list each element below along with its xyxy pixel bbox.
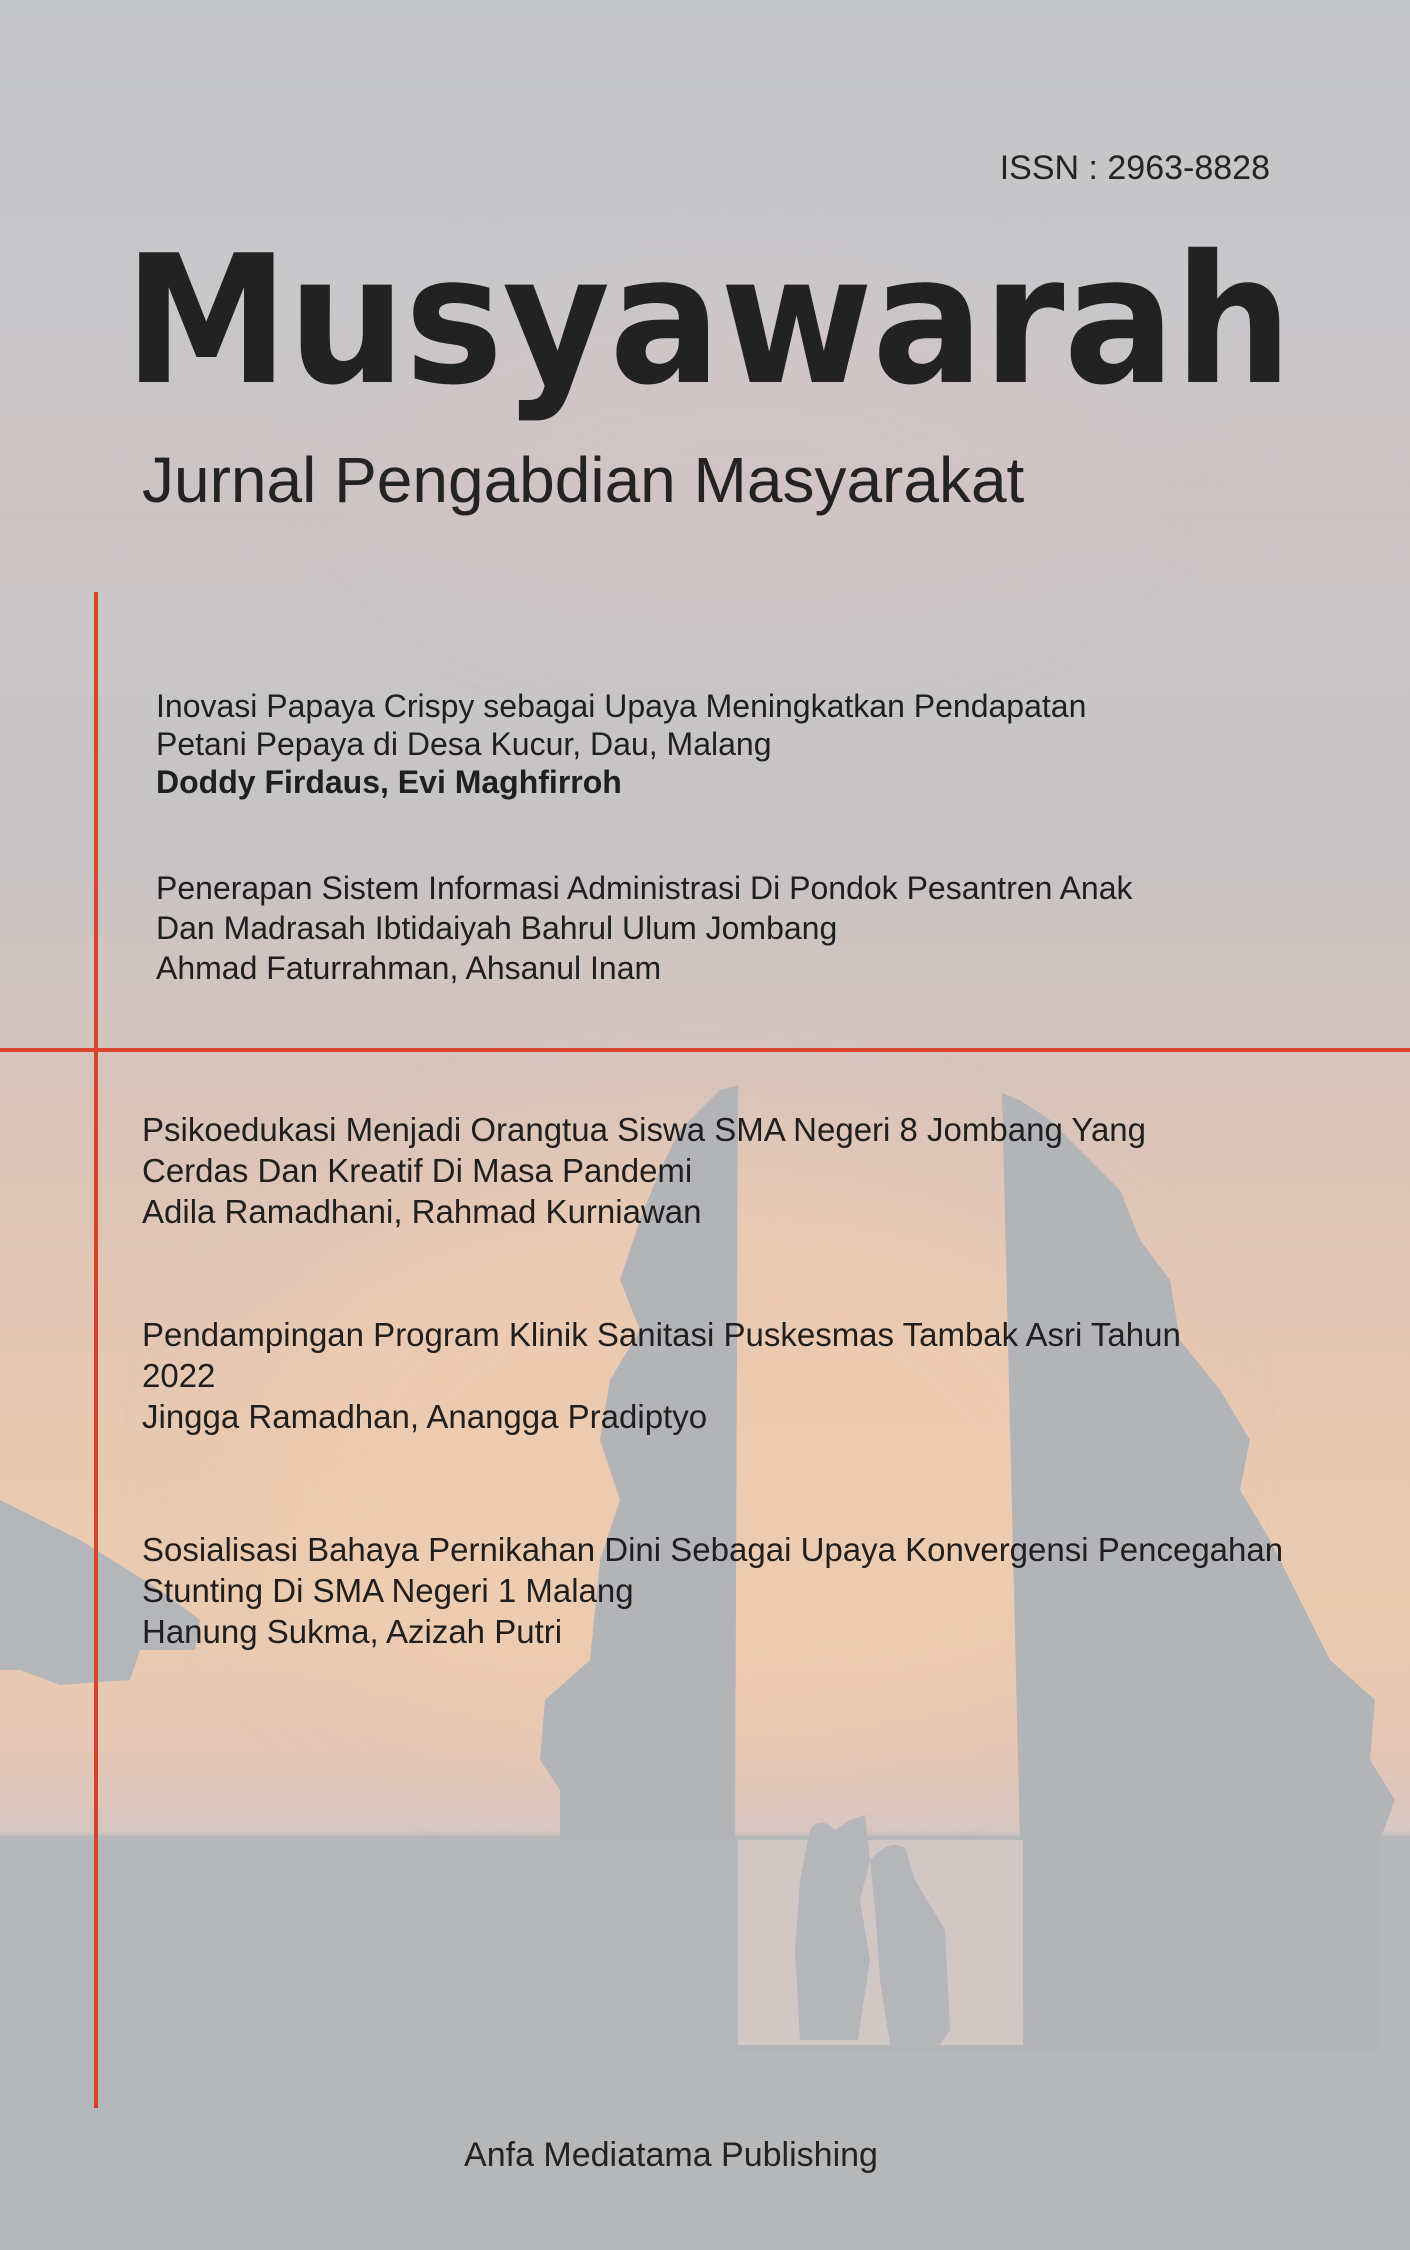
article-authors: Jingga Ramadhan, Anangga Pradiptyo <box>142 1398 708 1435</box>
article-authors: Adila Ramadhani, Rahmad Kurniawan <box>142 1193 702 1230</box>
article-entry <box>142 1314 1181 1437</box>
article-authors: Doddy Firdaus, Evi Maghfirroh <box>156 764 622 800</box>
article-title-line: 2022 <box>142 1357 216 1394</box>
article-title-line: Sosialisasi Bahaya Pernikahan Dini Sebagai Upaya Konvergensi Pencegahan <box>142 1531 1284 1568</box>
journal-subtitle: Jurnal Pengabdian Masyarakat <box>142 444 1025 516</box>
article-title-line: Pendampingan Program Klinik Sanitasi Puskesmas Tambak Asri Tahun <box>142 1316 1181 1353</box>
journal-title: Musyawarah <box>124 217 1292 424</box>
red-vertical-rule <box>94 592 98 2108</box>
article-entry <box>156 687 1086 801</box>
issn-label: ISSN : 2963-8828 <box>999 149 1270 187</box>
article-title-line: Stunting Di SMA Negeri 1 Malang <box>142 1572 634 1609</box>
red-horizontal-rule <box>0 1048 1410 1052</box>
article-authors: Hanung Sukma, Azizah Putri <box>142 1613 563 1650</box>
article-authors: Ahmad Faturrahman, Ahsanul Inam <box>156 950 662 986</box>
figure-silhouette <box>795 1815 870 2040</box>
article-title-line: Dan Madrasah Ibtidaiyah Bahrul Ulum Jombang <box>156 910 838 946</box>
publisher-name: Anfa Mediatama Publishing <box>464 2136 878 2174</box>
article-title-line: Inovasi Papaya Crispy sebagai Upaya Meningkatkan Pendapatan <box>156 688 1087 724</box>
article-entry <box>142 1109 1146 1232</box>
article-title-line: Penerapan Sistem Informasi Administrasi Di Pondok Pesantren Anak <box>156 870 1133 906</box>
article-entry <box>142 1529 1283 1652</box>
article-title-line: Psikoedukasi Menjadi Orangtua Siswa SMA Negeri 8 Jombang Yang <box>142 1111 1147 1148</box>
article-title-line: Petani Pepaya di Desa Kucur, Dau, Malang <box>156 726 772 762</box>
article-entry <box>156 868 1133 988</box>
article-title-line: Cerdas Dan Kreatif Di Masa Pandemi <box>142 1152 693 1189</box>
